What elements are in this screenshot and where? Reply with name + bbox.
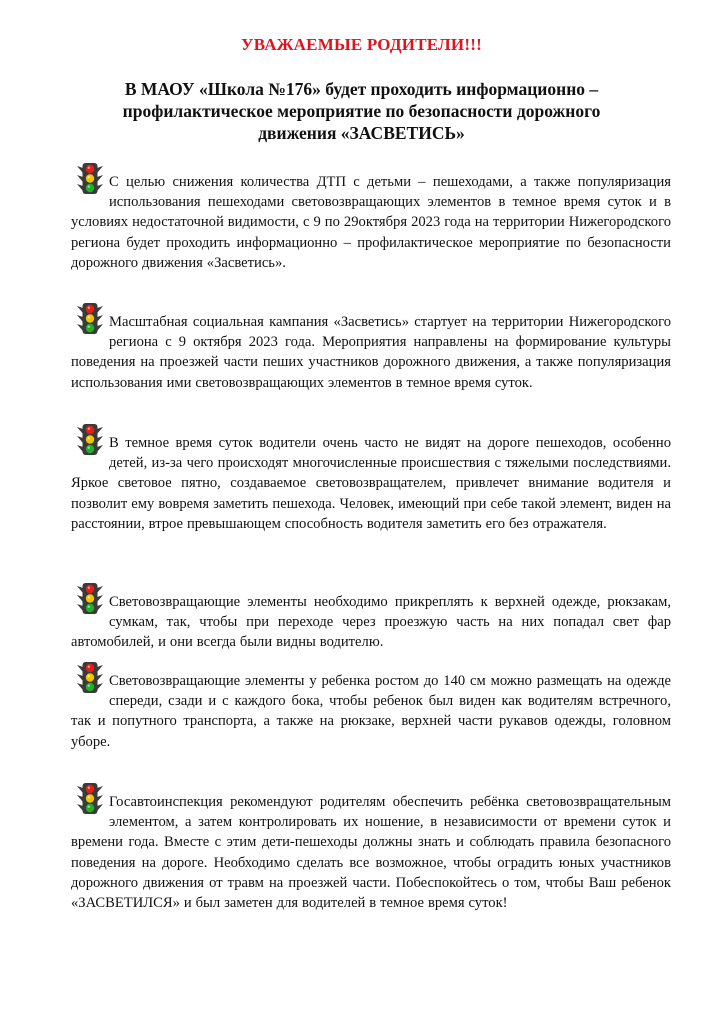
yellow-light-icon	[86, 435, 94, 443]
traffic-light-icon	[75, 782, 107, 816]
traffic-light-graphic	[75, 582, 105, 616]
traffic-light-graphic	[75, 782, 105, 816]
yellow-light-icon	[86, 594, 94, 602]
green-light-icon	[86, 604, 94, 612]
paragraph-5	[71, 671, 671, 752]
traffic-light-graphic	[75, 423, 105, 457]
green-light-icon	[86, 683, 94, 691]
paragraph-4	[71, 592, 671, 653]
yellow-light-icon	[86, 673, 94, 681]
paragraph-text: Госавтоинспекция рекомендуют родителям обеспечить ребёнка световозвращательным элементом, а затем контролировать их ношение, в независимости от времени суток и времени года. Вместе с этим дети-пешеходы должны знать и соблюдать правила безопасного поведения на дороге. Необходимо сделать все возможное, чтобы оградить юных участников дорожного движения от травм на проезжей части. Побеспокойтесь о том, чтобы Ваш ребенок «ЗАСВЕТИЛСЯ» и был заметен для водителей в темное время суток!	[71, 794, 671, 912]
paragraph-2	[71, 312, 671, 393]
paragraph-text: С целью снижения количества ДТП с детьми – пешеходами, а также популяризация использования пешеходами световозвращающих элементов в темное время суток и в условиях недостаточной видимости, с 9 по 29октября 2023 года на территории Нижегородского региона будет проходить информационно – профилактическое мероприятие по безопасности дорожного движения «Засветись».	[71, 174, 671, 271]
red-light-icon	[86, 664, 94, 672]
traffic-light-icon	[75, 302, 107, 336]
paragraph-text: Световозвращающие элементы необходимо прикреплять к верхней одежде, рюкзакам, сумкам, так, чтобы при переходе через проезжую часть на них попадал свет фар автомобилей, и они всегда были видны водителю.	[71, 594, 671, 651]
yellow-light-icon	[86, 314, 94, 322]
notice-heading: УВАЖАЕМЫЕ РОДИТЕЛИ!!!	[241, 35, 482, 54]
red-light-icon	[86, 165, 94, 173]
paragraph-1	[71, 172, 671, 273]
traffic-light-graphic	[75, 302, 105, 336]
yellow-light-icon	[86, 174, 94, 182]
paragraph-3	[71, 433, 671, 534]
green-light-icon	[86, 184, 94, 192]
red-light-icon	[86, 585, 94, 593]
green-light-icon	[86, 804, 94, 812]
traffic-light-icon	[75, 661, 107, 695]
green-light-icon	[86, 324, 94, 332]
traffic-light-icon	[75, 582, 107, 616]
green-light-icon	[86, 445, 94, 453]
paragraph-text: Световозвращающие элементы у ребенка ростом до 140 см можно размещать на одежде спереди, сзади и с каждого бока, чтобы ребенок был виден как водителям встречного, так и попутного транспорта, а также на рюкзаке, верхней части рукавов одежды, головном уборе.	[71, 673, 671, 750]
red-light-icon	[86, 305, 94, 313]
traffic-light-icon	[75, 423, 107, 457]
paragraph-text: В темное время суток водители очень часто не видят на дороге пешеходов, особенно детей, из-за чего происходят многочисленные происшествия с тяжелыми последствиями. Яркое световое пятно, создаваемое световозвращателем, привлечет внимание водителя и позволит ему вовремя заметить пешехода. Человек, имеющий при себе такой элемент, виден на расстоянии, втрое превышающем способность водителя заметить его без отражателя.	[71, 435, 671, 532]
traffic-light-graphic	[75, 162, 105, 196]
yellow-light-icon	[86, 794, 94, 802]
red-light-icon	[86, 785, 94, 793]
paragraph-6	[71, 792, 671, 913]
traffic-light-graphic	[75, 661, 105, 695]
notice-title: В МАОУ «Школа №176» будет проходить информационно – профилактическое мероприятие по безопасности дорожного движения «ЗАСВЕТИСЬ»	[122, 79, 601, 143]
traffic-light-icon	[75, 162, 107, 196]
red-light-icon	[86, 426, 94, 434]
paragraph-text: Масштабная социальная кампания «Засветись» стартует на территории Нижегородского региона с 9 октября 2023 года. Мероприятия направлены на формирование культуры поведения на проезжей части пеших участников дорожного движения, а также популяризация использования ими световозвращающих элементов в темное время суток.	[71, 314, 671, 391]
